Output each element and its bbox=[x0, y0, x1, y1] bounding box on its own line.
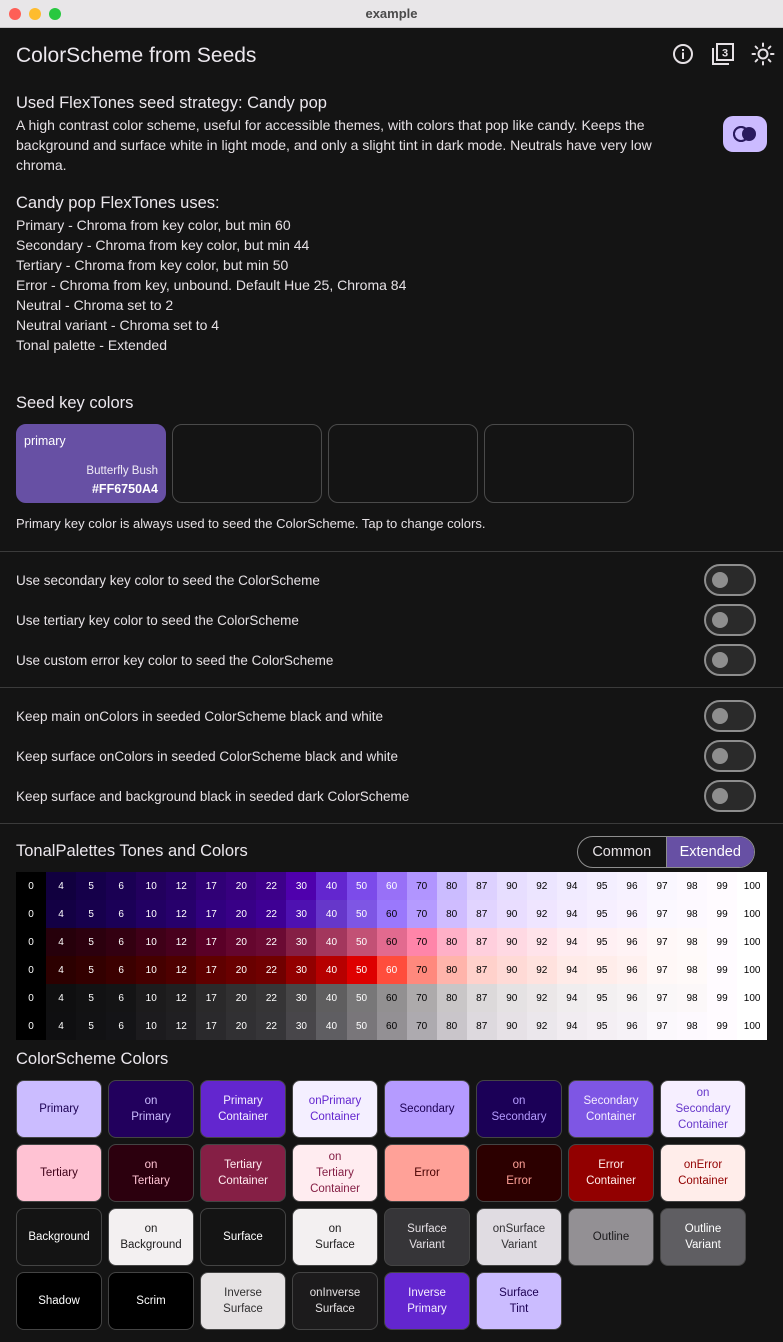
tone-cell[interactable]: 95 bbox=[587, 900, 617, 928]
scheme-color-cell[interactable]: Surface bbox=[200, 1208, 286, 1266]
tone-cell[interactable]: 60 bbox=[377, 1012, 407, 1040]
tone-cell[interactable]: 50 bbox=[347, 872, 377, 900]
seed-primary-label: primary bbox=[24, 434, 66, 448]
tone-cell[interactable]: 22 bbox=[256, 928, 286, 956]
tone-cell[interactable]: 100 bbox=[737, 900, 767, 928]
strategy-heading: Used FlexTones seed strategy: Candy pop bbox=[16, 94, 327, 112]
divider bbox=[0, 687, 783, 688]
tone-cell[interactable]: 87 bbox=[467, 956, 497, 984]
tone-cell[interactable]: 17 bbox=[196, 872, 226, 900]
seed-colors-row bbox=[16, 424, 634, 503]
divider bbox=[0, 823, 783, 824]
tone-cell[interactable]: 98 bbox=[677, 900, 707, 928]
switch[interactable] bbox=[704, 700, 756, 732]
tone-cell[interactable]: 5 bbox=[76, 900, 106, 928]
tone-cell[interactable]: 98 bbox=[677, 872, 707, 900]
tone-cell[interactable]: 100 bbox=[737, 928, 767, 956]
scheme-color-cell[interactable]: Inverse Surface bbox=[200, 1272, 286, 1330]
tone-cell[interactable]: 20 bbox=[226, 1012, 256, 1040]
tone-cell[interactable]: 12 bbox=[166, 900, 196, 928]
tone-cell[interactable]: 10 bbox=[136, 900, 166, 928]
tone-cell[interactable]: 95 bbox=[587, 872, 617, 900]
tone-cell[interactable]: 97 bbox=[647, 872, 677, 900]
tonal-palette-row-neutral bbox=[16, 984, 767, 1012]
tone-cell[interactable]: 99 bbox=[707, 1012, 737, 1040]
tone-cell[interactable]: 94 bbox=[557, 1012, 587, 1040]
tone-cell[interactable]: 12 bbox=[166, 956, 196, 984]
tone-cell[interactable]: 6 bbox=[106, 1012, 136, 1040]
uses-item: Secondary - Chroma from key color, but min 44 bbox=[16, 237, 310, 253]
tone-cell[interactable]: 50 bbox=[347, 900, 377, 928]
tone-cell[interactable]: 6 bbox=[106, 956, 136, 984]
tone-cell[interactable]: 0 bbox=[16, 1012, 46, 1040]
info-icon[interactable] bbox=[671, 42, 695, 66]
tone-cell[interactable]: 94 bbox=[557, 984, 587, 1012]
switch[interactable] bbox=[704, 564, 756, 596]
tone-cell[interactable]: 80 bbox=[437, 1012, 467, 1040]
tone-cell[interactable]: 6 bbox=[106, 900, 136, 928]
tonal-segmented-control bbox=[577, 836, 755, 868]
switch[interactable] bbox=[704, 780, 756, 812]
tone-cell[interactable]: 4 bbox=[46, 956, 76, 984]
tone-cell[interactable]: 94 bbox=[557, 900, 587, 928]
tone-cell[interactable]: 95 bbox=[587, 984, 617, 1012]
switch[interactable] bbox=[704, 604, 756, 636]
tone-cell[interactable]: 0 bbox=[16, 900, 46, 928]
tone-cell[interactable]: 96 bbox=[617, 872, 647, 900]
uses-section bbox=[16, 194, 706, 355]
tone-cell[interactable]: 100 bbox=[737, 956, 767, 984]
tone-cell[interactable]: 30 bbox=[286, 956, 316, 984]
tone-cell[interactable]: 98 bbox=[677, 1012, 707, 1040]
tone-cell[interactable]: 4 bbox=[46, 928, 76, 956]
tone-cell[interactable]: 4 bbox=[46, 1012, 76, 1040]
switch[interactable] bbox=[704, 644, 756, 676]
scheme-color-cell[interactable]: Outline bbox=[568, 1208, 654, 1266]
tone-cell[interactable]: 92 bbox=[527, 928, 557, 956]
tone-cell[interactable]: 98 bbox=[677, 928, 707, 956]
tone-cell[interactable]: 96 bbox=[617, 900, 647, 928]
tone-cell[interactable]: 92 bbox=[527, 872, 557, 900]
tone-cell[interactable]: 96 bbox=[617, 984, 647, 1012]
tone-cell[interactable]: 10 bbox=[136, 956, 166, 984]
divider bbox=[0, 551, 783, 552]
tone-cell[interactable]: 20 bbox=[226, 956, 256, 984]
uses-item: Error - Chroma from key, unbound. Default Hue 25, Chroma 84 bbox=[16, 277, 407, 293]
switch[interactable] bbox=[704, 740, 756, 772]
toggle-label: Use tertiary key color to seed the ColorScheme bbox=[16, 612, 299, 628]
tone-cell[interactable]: 50 bbox=[347, 928, 377, 956]
tone-cell[interactable]: 30 bbox=[286, 928, 316, 956]
window-titlebar bbox=[0, 0, 783, 28]
tone-cell[interactable]: 0 bbox=[16, 872, 46, 900]
tone-cell[interactable]: 40 bbox=[316, 956, 346, 984]
tone-cell[interactable]: 80 bbox=[437, 956, 467, 984]
tone-cell[interactable]: 22 bbox=[256, 1012, 286, 1040]
scheme-color-cell[interactable]: Primary bbox=[16, 1080, 102, 1138]
tone-cell[interactable]: 20 bbox=[226, 872, 256, 900]
toggle-label: Keep surface onColors in seeded ColorScheme black and white bbox=[16, 748, 398, 764]
strategy-section bbox=[16, 94, 706, 175]
scheme-color-cell[interactable]: Secondary bbox=[384, 1080, 470, 1138]
strategy-description: A high contrast color scheme, useful for accessible themes, with colors that pop like candy. Keeps the background and surface white in light mode, and only a slight tint in dark mode. Neutrals have very low chroma. bbox=[16, 117, 652, 173]
tone-cell[interactable]: 60 bbox=[377, 984, 407, 1012]
scheme-color-cell[interactable]: on Secondary Container bbox=[660, 1080, 746, 1138]
tone-cell[interactable]: 87 bbox=[467, 872, 497, 900]
tone-cell[interactable]: 50 bbox=[347, 1012, 377, 1040]
tone-cell[interactable]: 20 bbox=[226, 928, 256, 956]
tone-cell[interactable]: 100 bbox=[737, 984, 767, 1012]
tone-cell[interactable]: 30 bbox=[286, 900, 316, 928]
tone-cell[interactable]: 30 bbox=[286, 1012, 316, 1040]
tone-cell[interactable]: 40 bbox=[316, 900, 346, 928]
tone-cell[interactable]: 87 bbox=[467, 1012, 497, 1040]
tone-cell[interactable]: 5 bbox=[76, 1012, 106, 1040]
tone-cell[interactable]: 5 bbox=[76, 872, 106, 900]
scheme-heading: ColorScheme Colors bbox=[16, 1050, 169, 1068]
tone-cell[interactable]: 94 bbox=[557, 872, 587, 900]
tone-cell[interactable]: 97 bbox=[647, 928, 677, 956]
tone-cell[interactable]: 70 bbox=[407, 872, 437, 900]
tone-cell[interactable]: 95 bbox=[587, 1012, 617, 1040]
tone-cell[interactable]: 20 bbox=[226, 900, 256, 928]
scheme-color-cell[interactable]: Shadow bbox=[16, 1272, 102, 1330]
toggle-row-main-oncolors[interactable] bbox=[16, 696, 756, 736]
tone-cell[interactable]: 10 bbox=[136, 928, 166, 956]
tone-cell[interactable]: 96 bbox=[617, 1012, 647, 1040]
tone-cell[interactable]: 99 bbox=[707, 872, 737, 900]
scheme-color-cell[interactable]: on Error bbox=[476, 1144, 562, 1202]
scheme-color-cell[interactable]: on Tertiary bbox=[108, 1144, 194, 1202]
tone-cell[interactable]: 80 bbox=[437, 928, 467, 956]
scheme-color-cell[interactable]: Scrim bbox=[108, 1272, 194, 1330]
scheme-color-cell[interactable]: onInverse Surface bbox=[292, 1272, 378, 1330]
toggle-label: Use secondary key color to seed the ColorScheme bbox=[16, 572, 320, 588]
tone-cell[interactable]: 6 bbox=[106, 928, 136, 956]
tone-cell[interactable]: 90 bbox=[497, 872, 527, 900]
tonal-palette-row-neutral-variant bbox=[16, 1012, 767, 1040]
scheme-color-cell[interactable]: onError Container bbox=[660, 1144, 746, 1202]
scheme-color-cell[interactable]: Outline Variant bbox=[660, 1208, 746, 1266]
tone-cell[interactable]: 95 bbox=[587, 928, 617, 956]
tone-cell[interactable]: 80 bbox=[437, 872, 467, 900]
tone-cell[interactable]: 4 bbox=[46, 900, 76, 928]
seed-error-card[interactable] bbox=[484, 424, 634, 503]
tone-cell[interactable]: 90 bbox=[497, 900, 527, 928]
tone-cell[interactable]: 40 bbox=[316, 1012, 346, 1040]
tone-cell[interactable]: 90 bbox=[497, 956, 527, 984]
toggle-label: Keep surface and background black in seeded dark ColorScheme bbox=[16, 788, 410, 804]
tone-cell[interactable]: 80 bbox=[437, 900, 467, 928]
seed-tertiary-card[interactable] bbox=[328, 424, 478, 503]
tone-cell[interactable]: 60 bbox=[377, 928, 407, 956]
tonal-heading: TonalPalettes Tones and Colors bbox=[16, 842, 248, 860]
tone-cell[interactable]: 6 bbox=[106, 872, 136, 900]
uses-item: Neutral variant - Chroma set to 4 bbox=[16, 317, 220, 333]
seg-common-button[interactable]: Common bbox=[578, 837, 667, 867]
seed-primary-card[interactable] bbox=[16, 424, 166, 503]
tone-cell[interactable]: 30 bbox=[286, 872, 316, 900]
tone-cell[interactable]: 94 bbox=[557, 928, 587, 956]
tone-cell[interactable]: 70 bbox=[407, 984, 437, 1012]
tone-cell[interactable]: 92 bbox=[527, 956, 557, 984]
tone-cell[interactable]: 17 bbox=[196, 1012, 226, 1040]
tone-cell[interactable]: 17 bbox=[196, 900, 226, 928]
toggle-row-secondary[interactable] bbox=[16, 560, 756, 600]
toggle-row-tertiary[interactable] bbox=[16, 600, 756, 640]
seed-primary-name: Butterfly Bush bbox=[86, 465, 158, 477]
blend-icon bbox=[732, 125, 758, 143]
scheme-color-cell[interactable]: on Tertiary Container bbox=[292, 1144, 378, 1202]
tone-cell[interactable]: 100 bbox=[737, 1012, 767, 1040]
appbar-actions bbox=[671, 42, 775, 66]
tone-cell[interactable]: 4 bbox=[46, 984, 76, 1012]
tone-cell[interactable]: 92 bbox=[527, 1012, 557, 1040]
app-body bbox=[0, 28, 783, 1342]
tone-cell[interactable]: 90 bbox=[497, 1012, 527, 1040]
tone-cell[interactable]: 5 bbox=[76, 956, 106, 984]
tone-cell[interactable]: 70 bbox=[407, 1012, 437, 1040]
uses-item: Tertiary - Chroma from key color, but min 50 bbox=[16, 257, 289, 273]
tone-cell[interactable]: 95 bbox=[587, 956, 617, 984]
tone-cell[interactable]: 90 bbox=[497, 984, 527, 1012]
tone-cell[interactable]: 99 bbox=[707, 900, 737, 928]
tone-cell[interactable]: 5 bbox=[76, 928, 106, 956]
toggle-label: Keep main onColors in seeded ColorScheme black and white bbox=[16, 708, 383, 724]
page-title: ColorScheme from Seeds bbox=[16, 44, 257, 67]
tone-cell[interactable]: 70 bbox=[407, 900, 437, 928]
tone-cell[interactable]: 60 bbox=[377, 900, 407, 928]
toggle-row-surface-oncolors[interactable] bbox=[16, 736, 756, 776]
tone-cell[interactable]: 30 bbox=[286, 984, 316, 1012]
seed-heading: Seed key colors bbox=[16, 394, 134, 412]
tone-cell[interactable]: 60 bbox=[377, 956, 407, 984]
svg-text:3: 3 bbox=[721, 47, 729, 60]
tone-cell[interactable]: 6 bbox=[106, 984, 136, 1012]
tone-cell[interactable]: 50 bbox=[347, 984, 377, 1012]
tone-cell[interactable]: 97 bbox=[647, 900, 677, 928]
tone-cell[interactable]: 22 bbox=[256, 872, 286, 900]
window-title: example bbox=[365, 6, 418, 21]
tone-cell[interactable]: 0 bbox=[16, 928, 46, 956]
scheme-color-cell[interactable]: on Primary bbox=[108, 1080, 194, 1138]
tone-cell[interactable]: 40 bbox=[316, 928, 346, 956]
uses-item: Neutral - Chroma set to 2 bbox=[16, 297, 174, 313]
tone-cell[interactable]: 80 bbox=[437, 984, 467, 1012]
scheme-color-cell[interactable]: on Secondary bbox=[476, 1080, 562, 1138]
tone-cell[interactable]: 98 bbox=[677, 984, 707, 1012]
tonal-palette-grid bbox=[16, 872, 767, 1040]
tone-cell[interactable]: 94 bbox=[557, 956, 587, 984]
tone-cell[interactable]: 0 bbox=[16, 956, 46, 984]
tone-cell[interactable]: 22 bbox=[256, 984, 286, 1012]
uses-heading: Candy pop FlexTones uses: bbox=[16, 194, 220, 212]
toggle-label: Use custom error key color to seed the ColorScheme bbox=[16, 652, 334, 668]
uses-item: Tonal palette - Extended bbox=[16, 337, 167, 353]
scheme-color-cell[interactable]: Error Container bbox=[568, 1144, 654, 1202]
tone-cell[interactable]: 22 bbox=[256, 956, 286, 984]
seg-extended-button[interactable]: Extended bbox=[667, 837, 755, 867]
scheme-color-grid bbox=[16, 1080, 746, 1330]
tone-cell[interactable]: 96 bbox=[617, 956, 647, 984]
tone-cell[interactable]: 12 bbox=[166, 928, 196, 956]
scheme-color-cell[interactable]: Primary Container bbox=[200, 1080, 286, 1138]
tone-cell[interactable]: 20 bbox=[226, 984, 256, 1012]
seed-primary-hex: #FF6750A4 bbox=[91, 482, 158, 496]
tone-cell[interactable]: 5 bbox=[76, 984, 106, 1012]
material3-toggle-icon[interactable] bbox=[711, 42, 735, 66]
tone-cell[interactable]: 50 bbox=[347, 956, 377, 984]
tone-cell[interactable]: 70 bbox=[407, 956, 437, 984]
tonal-palette-row-error bbox=[16, 956, 767, 984]
tonal-palette-row-secondary bbox=[16, 900, 767, 928]
tone-cell[interactable]: 98 bbox=[677, 956, 707, 984]
scheme-color-cell[interactable]: Error bbox=[384, 1144, 470, 1202]
tone-cell[interactable]: 60 bbox=[377, 872, 407, 900]
tone-cell[interactable]: 17 bbox=[196, 928, 226, 956]
toggle-row-black-surface[interactable] bbox=[16, 776, 756, 816]
tone-cell[interactable]: 97 bbox=[647, 956, 677, 984]
tone-cell[interactable]: 99 bbox=[707, 956, 737, 984]
tone-cell[interactable]: 10 bbox=[136, 872, 166, 900]
tone-cell[interactable]: 12 bbox=[166, 1012, 196, 1040]
tone-cell[interactable]: 10 bbox=[136, 984, 166, 1012]
tone-cell[interactable]: 97 bbox=[647, 984, 677, 1012]
tone-cell[interactable]: 87 bbox=[467, 928, 497, 956]
scheme-color-cell[interactable]: Inverse Primary bbox=[384, 1272, 470, 1330]
scheme-color-cell[interactable]: Surface Variant bbox=[384, 1208, 470, 1266]
tone-cell[interactable]: 10 bbox=[136, 1012, 166, 1040]
tone-cell[interactable]: 90 bbox=[497, 928, 527, 956]
tone-cell[interactable]: 0 bbox=[16, 984, 46, 1012]
tone-cell[interactable]: 96 bbox=[617, 928, 647, 956]
tone-cell[interactable]: 92 bbox=[527, 984, 557, 1012]
scheme-color-cell[interactable]: on Surface bbox=[292, 1208, 378, 1266]
tone-cell[interactable]: 92 bbox=[527, 900, 557, 928]
tone-cell[interactable]: 40 bbox=[316, 872, 346, 900]
scheme-color-cell[interactable]: Tertiary Container bbox=[200, 1144, 286, 1202]
scheme-color-cell[interactable]: on Background bbox=[108, 1208, 194, 1266]
tone-cell[interactable]: 87 bbox=[467, 984, 497, 1012]
tone-cell[interactable]: 100 bbox=[737, 872, 767, 900]
scheme-color-cell[interactable]: onSurface Variant bbox=[476, 1208, 562, 1266]
scheme-color-cell[interactable]: Secondary Container bbox=[568, 1080, 654, 1138]
tone-cell[interactable]: 17 bbox=[196, 956, 226, 984]
tone-cell[interactable]: 99 bbox=[707, 928, 737, 956]
uses-item: Primary - Chroma from key color, but min 60 bbox=[16, 217, 291, 233]
scheme-color-cell[interactable]: Surface Tint bbox=[476, 1272, 562, 1330]
tone-cell[interactable]: 70 bbox=[407, 928, 437, 956]
scheme-color-cell[interactable]: Background bbox=[16, 1208, 102, 1266]
tone-cell[interactable]: 22 bbox=[256, 900, 286, 928]
tone-cell[interactable]: 97 bbox=[647, 1012, 677, 1040]
tone-cell[interactable]: 99 bbox=[707, 984, 737, 1012]
tone-cell[interactable]: 40 bbox=[316, 984, 346, 1012]
tone-cell[interactable]: 17 bbox=[196, 984, 226, 1012]
toggle-row-error[interactable] bbox=[16, 640, 756, 680]
strategy-toggle-button[interactable] bbox=[723, 116, 767, 152]
seed-secondary-card[interactable] bbox=[172, 424, 322, 503]
scheme-color-cell[interactable]: Tertiary bbox=[16, 1144, 102, 1202]
tone-cell[interactable]: 12 bbox=[166, 984, 196, 1012]
tone-cell[interactable]: 4 bbox=[46, 872, 76, 900]
scheme-color-cell[interactable]: onPrimary Container bbox=[292, 1080, 378, 1138]
tone-cell[interactable]: 87 bbox=[467, 900, 497, 928]
tone-cell[interactable]: 12 bbox=[166, 872, 196, 900]
tonal-palette-row-primary bbox=[16, 872, 767, 900]
seed-note: Primary key color is always used to seed the ColorScheme. Tap to change colors. bbox=[16, 516, 486, 531]
tonal-palette-row-tertiary bbox=[16, 928, 767, 956]
brightness-icon[interactable] bbox=[751, 42, 775, 66]
